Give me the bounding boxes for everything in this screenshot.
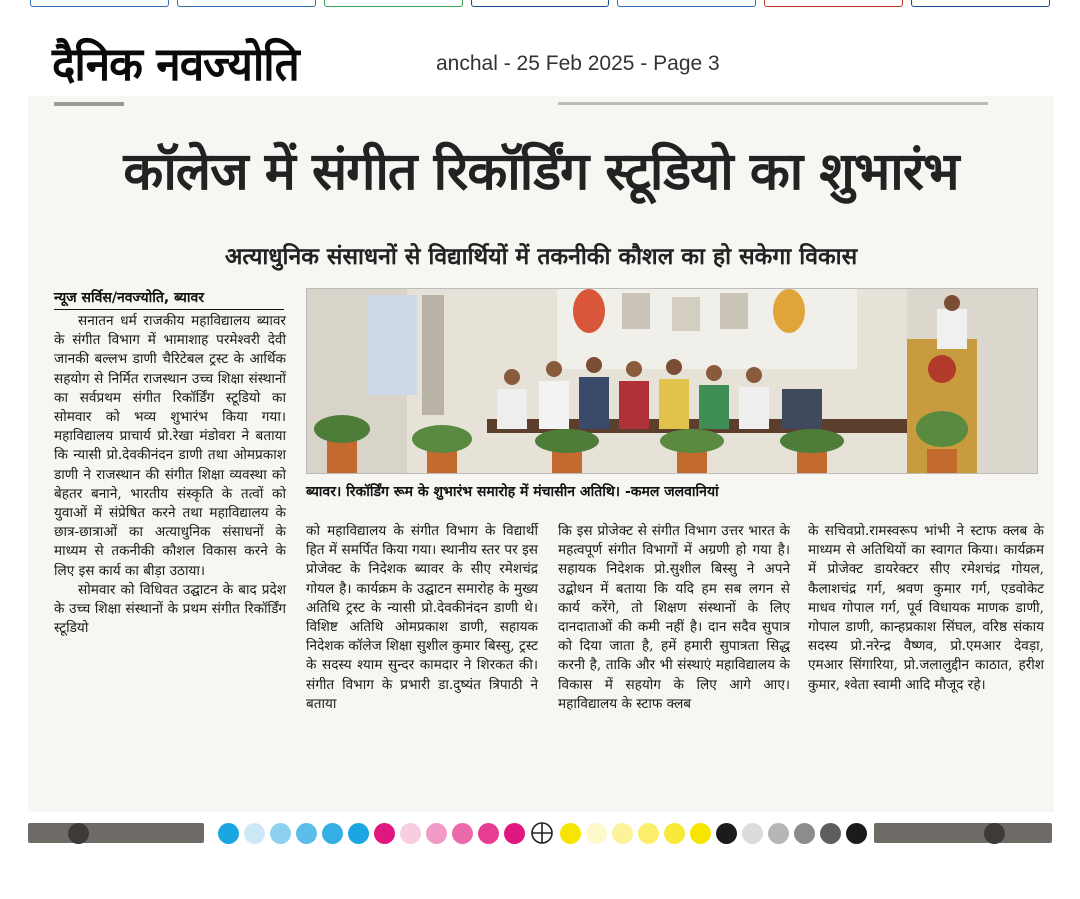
cyan-swatch [218,823,239,844]
magenta-swatch [374,823,395,844]
magenta-tint-swatch [400,823,421,844]
registration-mark-left [68,823,89,844]
article-subheadline: अत्याधुनिक संसाधनों से विद्यार्थियों में तकनीकी कौशल का हो सकेगा विकास [224,244,858,270]
yellow-tint-swatch [664,823,685,844]
column-1-paragraph-1: सनातन धर्म राजकीय महाविद्यालय ब्यावर के संगीत विभाग में भामाशाह परमेश्वरी देवी जानकी बल्लभ डाणी चैरिटेबल ट्रस्ट के आर्थिक सहयोग से निर्मित राजस्थान उच्च शिक्षा संस्थानों का सर्वप्रथम संगीत रिकॉर्डिंग स्टूडियो का सोमवार को भव्य शुभारंभ किया गया। महाविद्यालय प्राचार्य प्रो.रेखा मंडोवरा ने बताया कि न्यासी प्रो.देवकीनंदन डाणी तथा ओमप्रकाश डाणी ने राजस्थान की संगीत शिक्षा व्यवस्था को बेहतर बनाने, भारतीय संस्कृति के तत्वों को युवाओं में संप्रेषित करने तथा महाविद्यालय के छात्र-छात्राओं का अत्याधुनिक संसाधनों के माध्यम से तकनीकी कौशल विकास करने के लिए इस कार्य का बीड़ा उठाया। [54,313,286,579]
tab-4[interactable] [471,0,610,7]
cyan-swatch [348,823,369,844]
yellow-swatch [690,823,711,844]
yellow-swatch [560,823,581,844]
article-column-3 [558,522,790,714]
article-column-2 [306,522,538,714]
crosshair-registration-icon [530,821,554,845]
black-tint-swatch [742,823,763,844]
edition-info: anchal - 25 Feb 2025 - Page 3 [436,52,720,75]
top-tab-strip [30,0,1050,8]
black-swatch [846,823,867,844]
magenta-tint-swatch [426,823,447,844]
tab-7[interactable] [911,0,1050,7]
article-column-1 [54,312,286,638]
article-byline: न्यूज सर्विस/नवज्योति, ब्यावर [54,288,284,310]
black-tint-swatch [820,823,841,844]
yellow-tint-swatch [638,823,659,844]
yellow-tint-swatch [586,823,607,844]
tab-6[interactable] [764,0,903,7]
tab-5[interactable] [617,0,756,7]
cyan-tint-swatch [322,823,343,844]
black-tint-swatch [794,823,815,844]
tab-2[interactable] [177,0,316,7]
event-photo-illustration [307,289,1037,473]
column-3-text: कि इस प्रोजेक्ट से संगीत विभाग उत्तर भारत के महत्वपूर्ण संगीत विभागों में अग्रणी हो गया है। सहायक निदेशक प्रो.सुशील बिस्सु ने अपने उद्बोधन में बताया कि यदि हम सब लगन से कार्य करेंगे, तो शिक्षण संस्थानों के लिए दानदाताओं की कमी नहीं है। दान सदैव सुपात्र को दिया जाता है, हमें हमारी सुपात्रता सिद्ध करनी है, ताकि और भी संस्थाएं महाविद्यालय के विकास में सहयोग के लिए आगे आए। महाविद्यालय के स्टाफ क्लब [558,523,790,712]
tab-1[interactable] [30,0,169,7]
magenta-tint-swatch [478,823,499,844]
registration-band-left [28,823,204,843]
yellow-tint-swatch [612,823,633,844]
column-4-text: के सचिवप्रो.रामस्वरूप भांभी ने स्टाफ क्लब के माध्यम से अतिथियों का स्वागत किया। कार्यक्रम में प्रोजेक्ट डायरेक्टर सीए रमेशचंद्र गोयल, कैलाशचंद्र गर्ग, श्रवण कुमार गर्ग, एडवोकेट माधव गोपाल गर्ग, पूर्व विधायक माणक डाणी, गोपाल डाणी, कान्हप्रकाश सिंघल, वरिष्ठ संकाय सदस्य प्रो.नरेन्द्र वैष्णव, प्रो.एमआर देवड़ा, एमआर सिंगारिया, प्रो.जलालुद्दीन काठात, हरीश कुमार, श्वेता स्वामी आदि मौजूद रहे। [808,523,1044,693]
magenta-swatch [504,823,525,844]
newspaper-logo: दैनिक नवज्योति [52,37,299,92]
registration-mark-right [984,823,1005,844]
cyan-tint-swatch [296,823,317,844]
news-clipping [28,96,1054,812]
article-headline: कॉलेज में संगीत रिकॉर्डिंग स्टूडियो का शुभारंभ [123,142,959,202]
cutoff-text-right [558,100,998,108]
cyan-tint-swatch [244,823,265,844]
magenta-tint-swatch [452,823,473,844]
registration-band-right [874,823,1052,843]
photo-caption: ब्यावर। रिकॉर्डिंग रूम के शुभारंभ समारोह में मंचासीन अतिथि। -कमल जलवानियां [306,484,719,500]
black-tint-swatch [768,823,789,844]
event-photo [306,288,1038,474]
column-1-paragraph-2: सोमवार को विधिवत उद्घाटन के बाद प्रदेश के उच्च शिक्षा संस्थानों के प्रथम संगीत रिकॉर्डिंग स्टूडियो [54,581,286,637]
newspaper-masthead [52,30,299,94]
tab-3[interactable] [324,0,463,7]
cyan-tint-swatch [270,823,291,844]
column-2-text: को महाविद्यालय के संगीत विभाग के विद्यार्थी हित में समर्पित किया गया। स्थानीय स्तर पर इस प्रोजेक्ट के निदेशक ब्यावर के सीए रमेशचंद्र गोयल है। कार्यक्रम के उद्घाटन समारोह के मुख्य अतिथि ट्रस्ट के न्यासी प्रो.देवकीनंदन डाणी थे। विशिष्ट अतिथि ओमप्रकाश डाणी, सहायक निदेशक कॉलेज शिक्षा सुशील कुमार बिस्सु, ट्रस्ट के सदस्य श्याम सुन्दर कामदार ने शिरकत की। संगीत विभाग के प्रभारी डा.दुष्यंत त्रिपाठी ने बताया [306,523,538,712]
color-registration-bar [28,818,1052,848]
article-column-4 [808,522,1044,695]
cutoff-text-left [54,100,134,108]
black-swatch [716,823,737,844]
